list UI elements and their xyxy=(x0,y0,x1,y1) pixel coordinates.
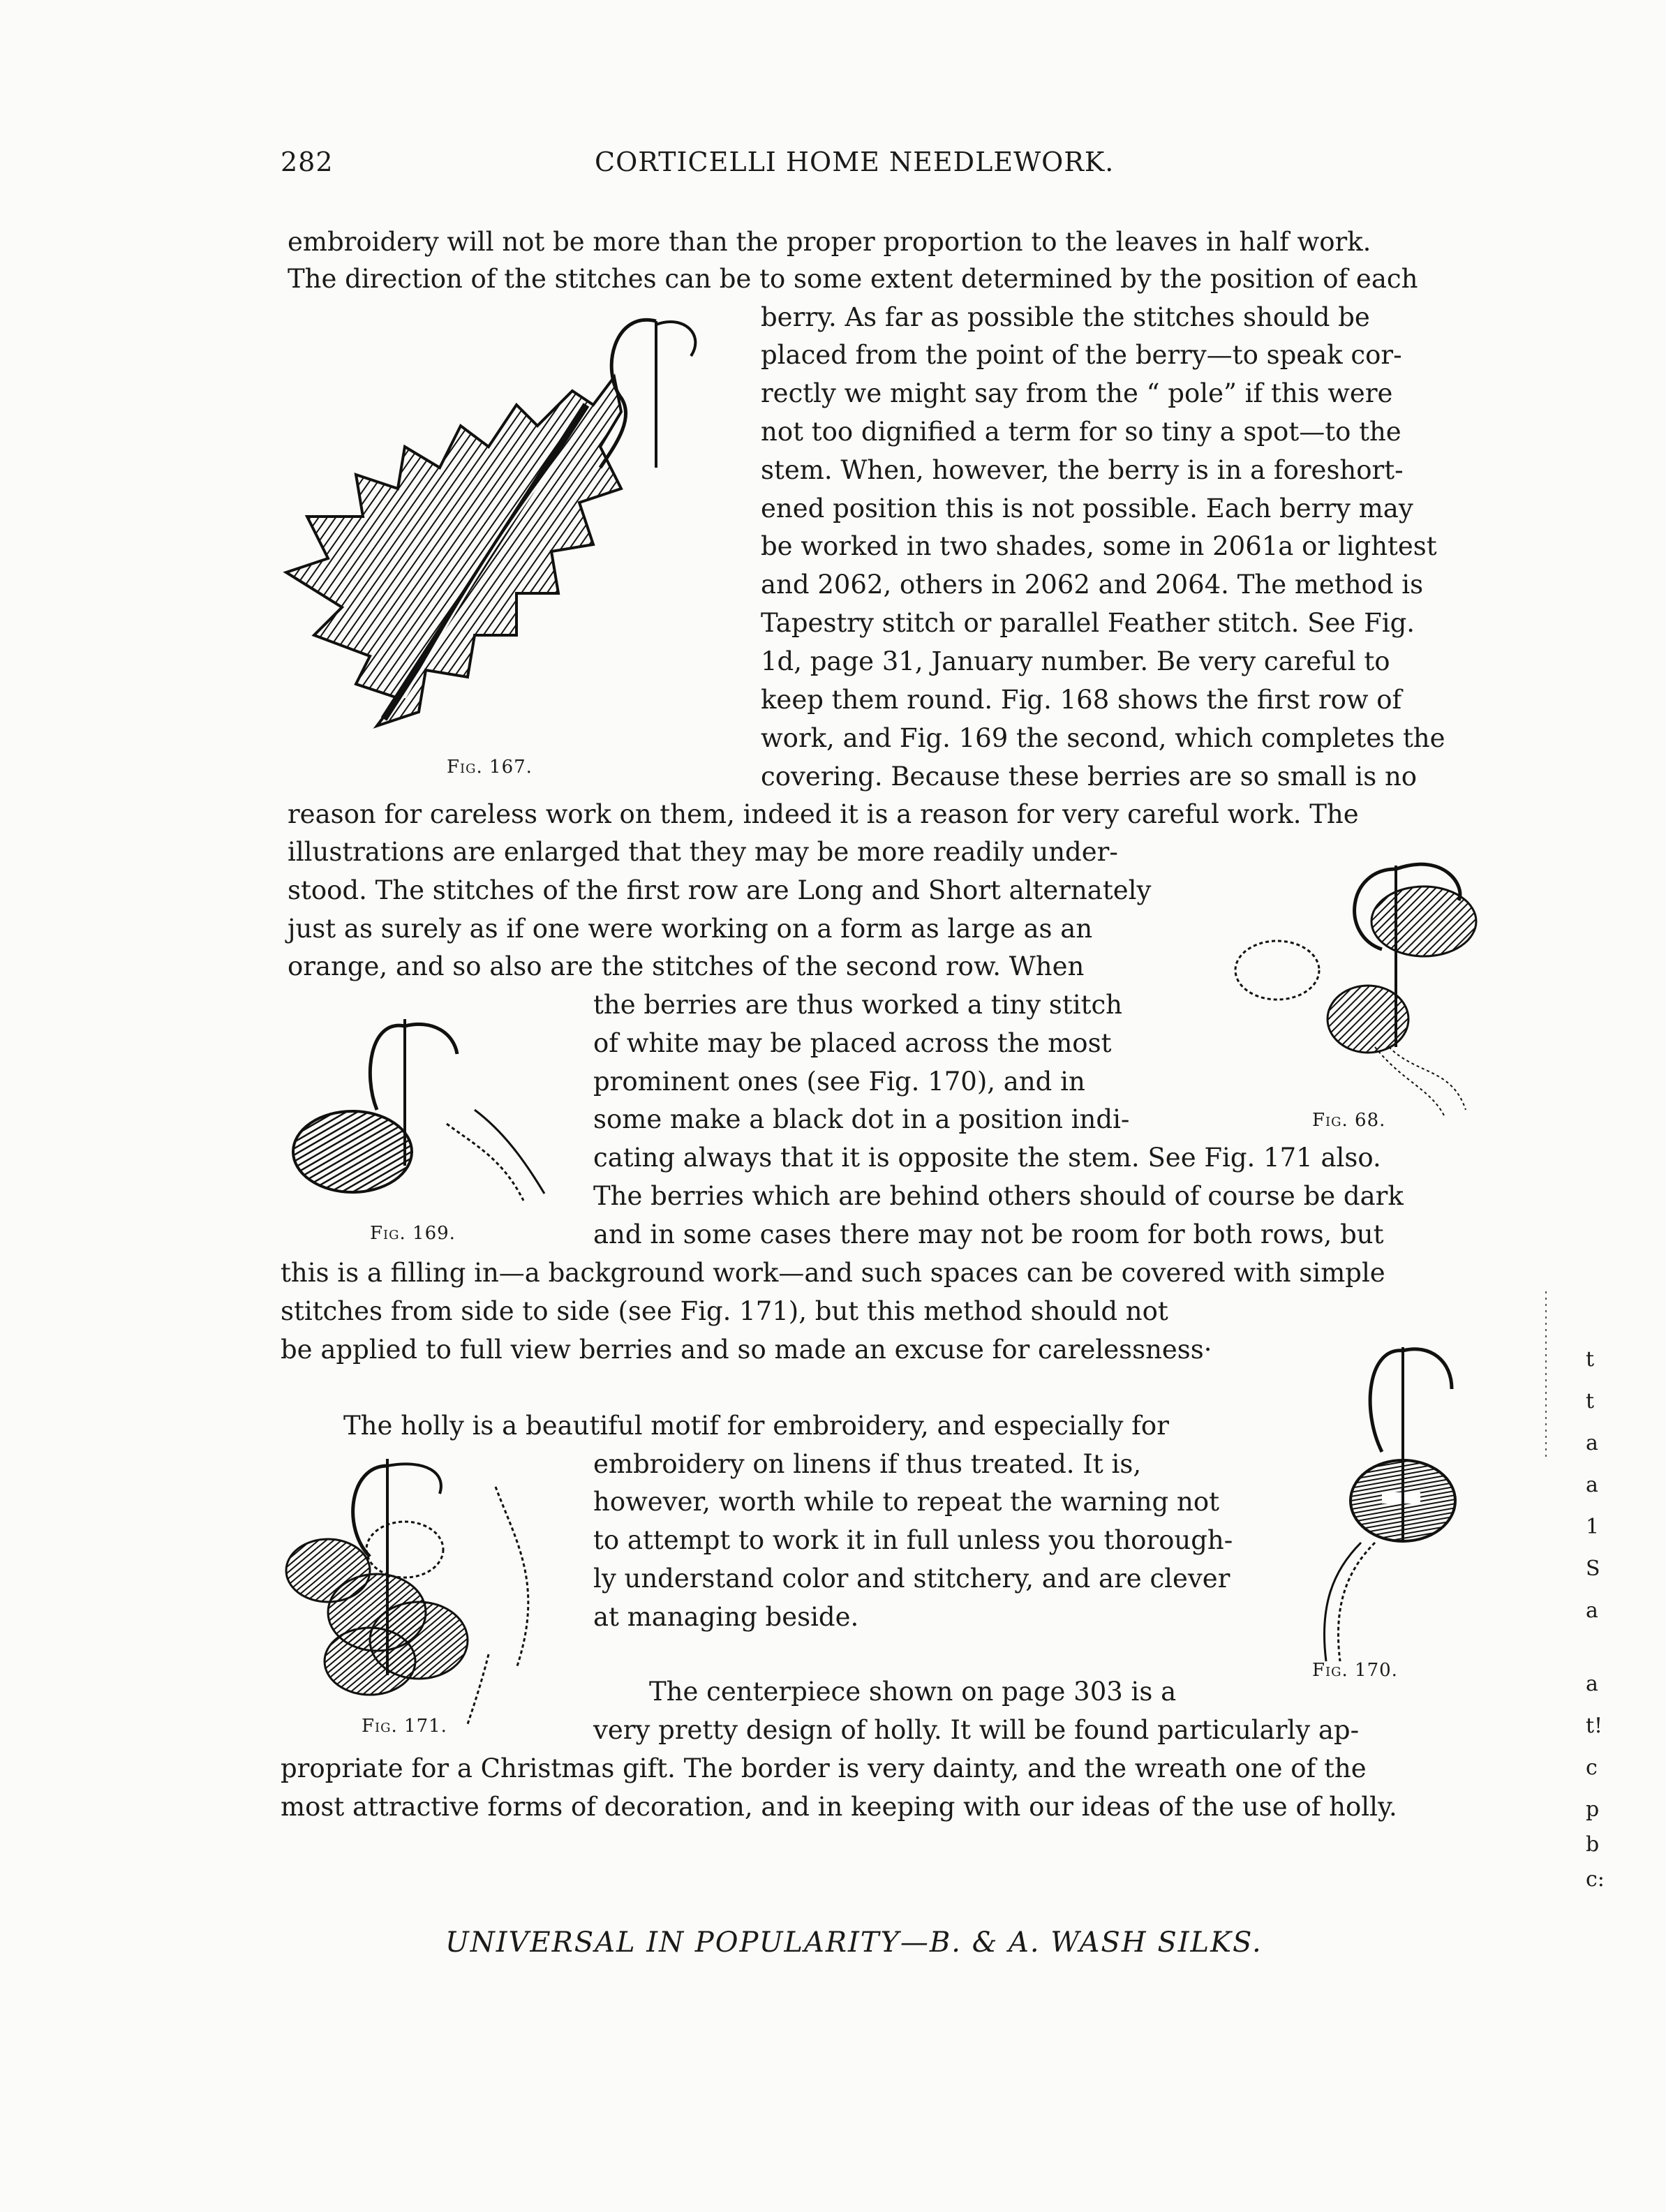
margin-fragment: p xyxy=(1586,1797,1600,1822)
fig-168-caption: Fig. 68. xyxy=(1312,1110,1386,1131)
margin-fragment: S xyxy=(1586,1557,1600,1581)
text-line: stood. The stitches of the first row are Long and Short alternately xyxy=(288,875,1152,905)
text-line: embroidery will not be more than the proper proportion to the leaves in half work. xyxy=(288,227,1371,257)
text-line: not too dignified a term for so tiny a spot—to the xyxy=(761,417,1401,447)
text-line: be applied to full view berries and so made an excuse for carelessness· xyxy=(281,1335,1212,1365)
fig-171-caption: Fig. 171. xyxy=(362,1716,447,1737)
fig-170-berry-white-stitch xyxy=(1284,1333,1480,1668)
fig-170-caption: Fig. 170. xyxy=(1312,1660,1398,1681)
text-line: stitches from side to side (see Fig. 171), but this method should not xyxy=(281,1296,1168,1326)
text-line: the berries are thus worked a tiny stitch xyxy=(593,990,1122,1020)
text-line: work, and Fig. 169 the second, which completes the xyxy=(761,723,1445,753)
text-line: reason for careless work on them, indeed it is a reason for very careful work. The xyxy=(288,799,1359,829)
text-line: and in some cases there may not be room for both rows, but xyxy=(593,1219,1384,1249)
text-line: just as surely as if one were working on a form as large as an xyxy=(288,914,1093,944)
text-line: at managing beside. xyxy=(593,1602,859,1632)
page-number: 282 xyxy=(281,147,334,177)
text-line: ly understand color and stitchery, and are clever xyxy=(593,1564,1230,1594)
text-line: rectly we might say from the “ pole” if this were xyxy=(761,378,1393,408)
text-line: most attractive forms of decoration, and in keeping with our ideas of the use of holly. xyxy=(281,1792,1397,1822)
text-line: berry. As far as possible the stitches should be xyxy=(761,302,1370,332)
text-line: The holly is a beautiful motif for embroidery, and especially for xyxy=(343,1411,1169,1441)
running-title: CORTICELLI HOME NEEDLEWORK. xyxy=(595,147,1115,177)
margin-fragment: b xyxy=(1586,1832,1600,1857)
text-line: orange, and so also are the stitches of the second row. When xyxy=(288,951,1085,981)
fig-171-berry-cluster xyxy=(279,1445,544,1724)
text-line: Tapestry stitch or parallel Feather stitch. See Fig. xyxy=(761,608,1415,638)
margin-fragment: a xyxy=(1586,1672,1598,1696)
footer-slogan: UNIVERSAL IN POPULARITY—B. & A. WASH SILKS. xyxy=(445,1927,1263,1959)
text-line: very pretty design of holly. It will be found particularly ap- xyxy=(593,1715,1360,1745)
fig-169-berry-second-row xyxy=(293,1019,558,1222)
text-line: stem. When, however, the berry is in a foreshort- xyxy=(761,455,1404,485)
text-line: 1d, page 31, January number. Be very careful to xyxy=(761,646,1390,676)
text-line: and 2062, others in 2062 and 2064. The method is xyxy=(761,570,1424,600)
text-line: The direction of the stitches can be to some extent determined by the position of each xyxy=(288,264,1418,294)
margin-fragment: t! xyxy=(1586,1714,1603,1738)
text-line: embroidery on linens if thus treated. It is, xyxy=(593,1449,1142,1479)
text-line: of white may be placed across the most xyxy=(593,1028,1112,1058)
margin-fragment: c: xyxy=(1586,1867,1605,1892)
text-line: covering. Because these berries are so small is no xyxy=(761,762,1418,792)
text-line: prominent ones (see Fig. 170), and in xyxy=(593,1067,1085,1097)
margin-fragment: a xyxy=(1586,1431,1598,1455)
text-line: some make a black dot in a position indi- xyxy=(593,1104,1130,1134)
text-line: be worked in two shades, some in 2061a or lightest xyxy=(761,531,1437,561)
text-line: cating always that it is opposite the stem. See Fig. 171 also. xyxy=(593,1143,1381,1173)
text-line: to attempt to work it in full unless you thorough- xyxy=(593,1525,1233,1555)
text-line: placed from the point of the berry—to speak cor- xyxy=(761,340,1402,370)
margin-fragment: t xyxy=(1586,1389,1595,1413)
text-line: keep them round. Fig. 168 shows the first row of xyxy=(761,685,1402,715)
margin-fragment: c xyxy=(1586,1756,1598,1780)
margin-fragment: t xyxy=(1586,1347,1595,1372)
fig-168-berry-first-row xyxy=(1235,859,1487,1124)
margin-fragment: a xyxy=(1586,1598,1598,1623)
text-line: The centerpiece shown on page 303 is a xyxy=(649,1677,1177,1707)
text-line: ened position this is not possible. Each berry may xyxy=(761,493,1413,524)
margin-fragment: a xyxy=(1586,1473,1598,1497)
margin-rule xyxy=(1542,1291,1549,1459)
fig-167-holly-leaf xyxy=(286,307,719,754)
text-line: illustrations are enlarged that they may be more readily under- xyxy=(288,837,1118,867)
text-line: this is a filling in—a background work—and such spaces can be covered with simple xyxy=(281,1258,1385,1288)
text-line: propriate for a Christmas gift. The border is very dainty, and the wreath one of the xyxy=(281,1753,1367,1783)
text-line: The berries which are behind others should of course be dark xyxy=(593,1181,1404,1211)
margin-fragment: 1 xyxy=(1586,1515,1600,1539)
fig-169-caption: Fig. 169. xyxy=(370,1223,456,1244)
text-line: however, worth while to repeat the warning not xyxy=(593,1487,1219,1517)
fig-167-caption: Fig. 167. xyxy=(447,757,533,778)
